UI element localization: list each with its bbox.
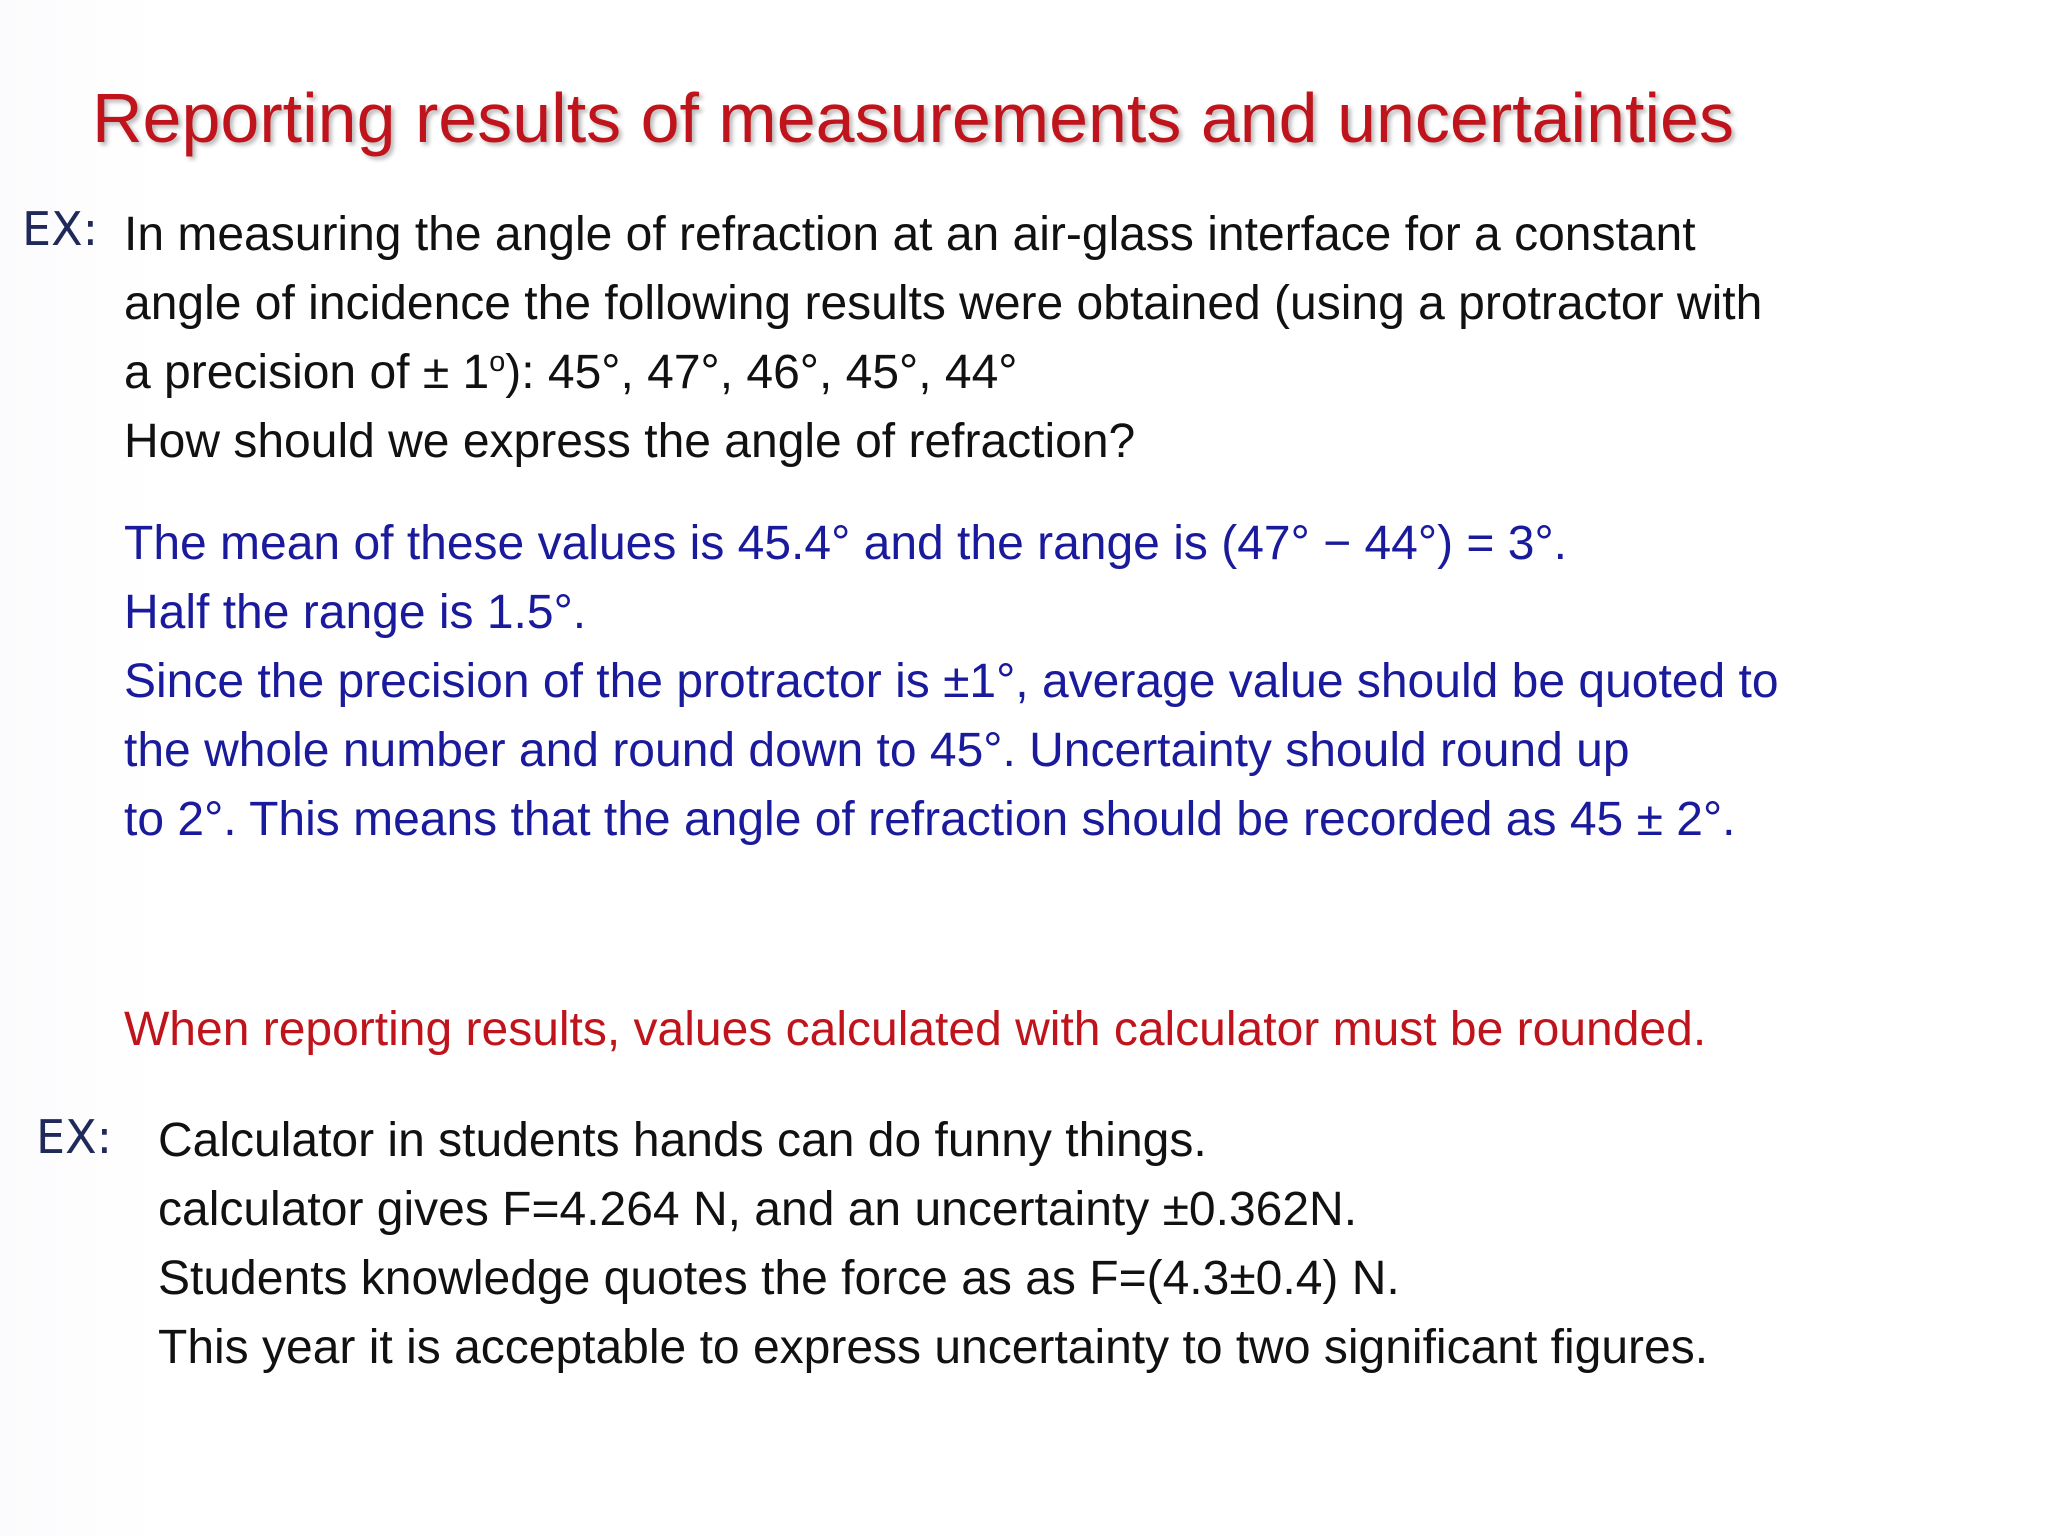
- example-1-label: EX:: [22, 202, 99, 256]
- problem-line: How should we express the angle of refraction?: [124, 415, 1136, 468]
- example-2-line: Students knowledge quotes the force as as F=(4.3±0.4) N.: [158, 1252, 1400, 1305]
- example-2-label: EX:: [36, 1110, 113, 1164]
- example-2-line: This year it is acceptable to express uncertainty to two significant figures.: [158, 1321, 1709, 1374]
- solution-line: the whole number and round down to 45°. Uncertainty should round up: [124, 724, 1630, 777]
- slide-title: Reporting results of measurements and uncertainties: [92, 79, 1734, 157]
- example-2-text: [158, 1106, 1708, 1382]
- example-1-problem: [124, 200, 1762, 476]
- example-2-line: Calculator in students hands can do funny things.: [158, 1114, 1207, 1167]
- solution-line: Half the range is 1.5°.: [124, 586, 587, 639]
- solution-line: The mean of these values is 45.4° and the range is (47° − 44°) = 3°.: [124, 517, 1567, 570]
- problem-line: angle of incidence the following results were obtained (using a protractor with: [124, 277, 1763, 330]
- problem-line-part: a precision of ± 1: [124, 346, 490, 399]
- degree-superscript: o: [489, 346, 506, 378]
- solution-line: Since the precision of the protractor is ±1°, average value should be quoted to: [124, 655, 1779, 708]
- problem-line: [124, 338, 1762, 407]
- problem-line-part: ): 45°, 47°, 46°, 45°, 44°: [505, 346, 1018, 399]
- example-2-line: calculator gives F=4.264 N, and an uncertainty ±0.362N.: [158, 1183, 1358, 1236]
- rounding-note: When reporting results, values calculated with calculator must be rounded.: [124, 1003, 1707, 1056]
- problem-line: In measuring the angle of refraction at an air-glass interface for a constant: [124, 208, 1696, 261]
- solution-line: to 2°. This means that the angle of refraction should be recorded as 45 ± 2°.: [124, 793, 1736, 846]
- example-1-solution: [124, 509, 1779, 854]
